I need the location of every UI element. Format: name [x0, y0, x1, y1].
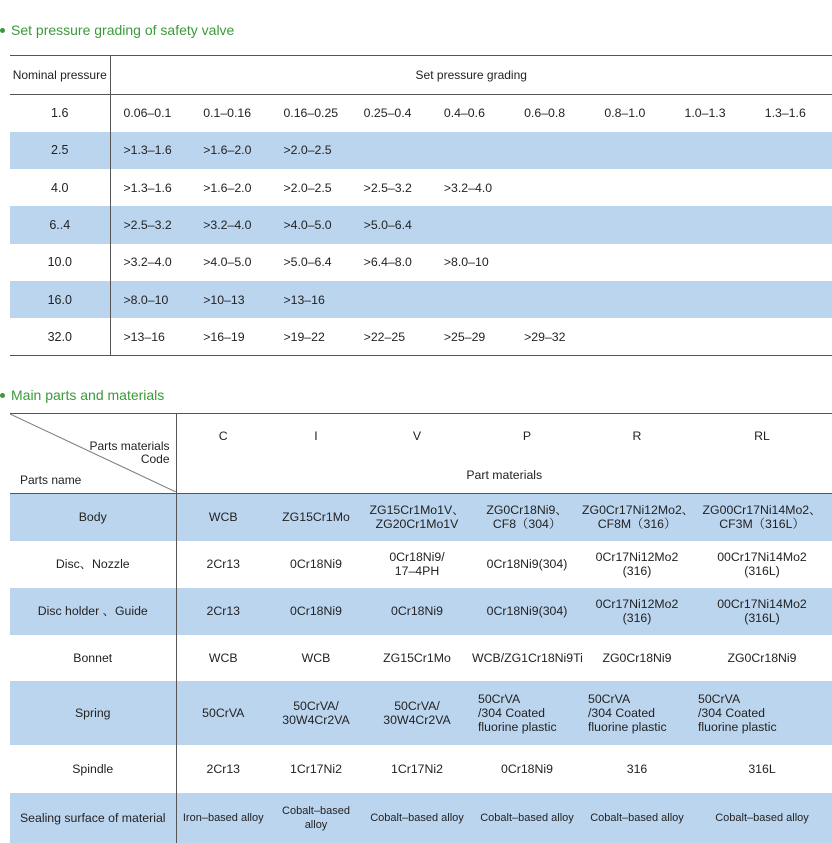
corner-top-line-1: Parts materials [89, 439, 170, 453]
material-cell [362, 745, 472, 793]
material-line: Cobalt–based alloy [370, 811, 464, 824]
material-cell [362, 588, 472, 635]
nominal-pressure-cell: 2.5 [10, 132, 110, 169]
material-line: 0Cr17Ni12Mo2 [595, 597, 679, 611]
material-cell [582, 635, 692, 681]
code-cell: C [218, 428, 228, 443]
grading-cell [431, 206, 511, 243]
material-line: 0Cr18Ni9 [391, 604, 443, 618]
header-corner-cell [10, 414, 176, 494]
material-cell [692, 745, 832, 793]
section-title-parts-materials [0, 387, 164, 403]
nominal-pressure-cell: 16.0 [10, 281, 110, 318]
grading-cell [752, 318, 832, 355]
material-cell [176, 494, 270, 541]
material-cell [692, 588, 832, 635]
nominal-pressure-cell: 4.0 [10, 169, 110, 206]
bullet-icon [0, 393, 5, 398]
material-cell [582, 681, 692, 745]
material-cell [362, 494, 472, 541]
corner-bottom-label: Parts name [20, 473, 82, 487]
nominal-pressure-cell: 1.6 [10, 95, 110, 132]
grading-cell [672, 281, 752, 318]
grading-cell: >13–16 [110, 318, 190, 355]
part-name-cell: Bonnet [10, 635, 176, 681]
grading-cell: 1.3–1.6 [764, 106, 806, 121]
grading-cell [591, 281, 671, 318]
grading-cell [591, 318, 671, 355]
grading-cell [752, 132, 832, 169]
material-line: 50CrVA [588, 691, 631, 706]
material-cell [362, 793, 472, 843]
material-cell [176, 681, 270, 745]
part-name-cell: Spring [10, 681, 176, 745]
header-set-pressure-grading: Set pressure grading [110, 56, 832, 95]
grading-cell: >4.0–5.0 [270, 206, 350, 243]
material-line: ZG15Cr1Mo [282, 510, 350, 525]
grading-cell: >8.0–10 [110, 281, 190, 318]
grading-cell: 0.4–0.6 [443, 106, 485, 121]
nominal-pressure-cell: 6..4 [10, 206, 110, 243]
material-cell [692, 494, 832, 541]
material-line: 316L [748, 761, 776, 776]
grading-cell: 0.8–1.0 [604, 106, 646, 121]
material-line: 0Cr18Ni9(304) [486, 557, 568, 571]
material-cell [176, 793, 270, 843]
material-cell [692, 541, 832, 588]
grading-cell: 1.0–1.3 [684, 106, 726, 121]
grading-cell [431, 132, 511, 169]
material-line: 0Cr18Ni9 [290, 557, 342, 571]
grading-cell: >2.0–2.5 [270, 132, 350, 169]
material-line: CF8（304） [492, 517, 562, 532]
grading-cell: >3.2–4.0 [190, 206, 270, 243]
material-cell [692, 681, 832, 745]
material-line: 17–4PH [394, 564, 440, 578]
code-cell: RL [754, 428, 770, 443]
material-line: 1Cr17Ni2 [290, 761, 342, 776]
material-line: WCB/ZG1Cr18Ni9Ti [472, 650, 583, 665]
material-line: 30W4Cr2VA [383, 712, 451, 727]
material-line: CF8M（316） [597, 517, 677, 532]
material-line: 316 [626, 761, 648, 776]
grading-cell: >2.5–3.2 [363, 180, 412, 195]
grading-cell: >2.0–2.5 [283, 180, 332, 195]
grading-cell [351, 281, 431, 318]
code-cell: V [412, 428, 422, 443]
grading-cell: >13–16 [270, 281, 350, 318]
material-cell [582, 793, 692, 843]
table-row [10, 169, 832, 206]
material-line: ZG0Cr18Ni9 [602, 650, 672, 665]
grading-cell [431, 281, 511, 318]
table-row [10, 494, 832, 541]
material-cell [176, 745, 270, 793]
material-line: /304 Coated [698, 705, 766, 720]
material-line: Cobalt–based alloy [480, 811, 574, 824]
grading-cell: >5.0–6.4 [283, 255, 332, 270]
material-line: WCB [301, 650, 331, 665]
material-line: 2Cr13 [206, 557, 240, 571]
material-line: 0Cr18Ni9 [290, 604, 342, 618]
material-cell [472, 681, 582, 745]
material-cell [270, 635, 362, 681]
table-row [10, 318, 832, 355]
table-row [10, 206, 832, 243]
material-line: (316) [622, 611, 652, 625]
grading-cell [752, 169, 832, 206]
grading-cell: >16–19 [190, 318, 270, 355]
material-cell [362, 635, 472, 681]
material-line: ZG00Cr17Ni14Mo2、 [702, 503, 822, 518]
material-line: 00Cr17Ni14Mo2 [717, 597, 807, 611]
table-row [10, 95, 832, 132]
material-line: CF3M（316L） [719, 517, 805, 532]
material-line: Cobalt–based alloy [282, 804, 350, 831]
material-line: 00Cr17Ni14Mo2 [717, 550, 807, 564]
material-line: 0Cr18Ni9 [501, 761, 553, 776]
grading-cell: >2.5–3.2 [110, 206, 190, 243]
material-cell [472, 541, 582, 588]
material-cell [362, 541, 472, 588]
material-cell [270, 793, 362, 843]
material-cell [176, 588, 270, 635]
grading-cell [511, 281, 591, 318]
table-row [10, 244, 832, 281]
grading-cell: >29–32 [511, 318, 591, 355]
bullet-icon [0, 28, 5, 33]
material-cell [176, 541, 270, 588]
material-line: ZG15Cr1Mo1V、 [369, 503, 465, 518]
table-row [10, 132, 832, 169]
section-title-text: Main parts and materials [11, 387, 165, 403]
material-cell [472, 588, 582, 635]
table-row [10, 793, 832, 843]
grading-cell: >1.3–1.6 [110, 132, 190, 169]
grading-cell [672, 169, 752, 206]
table-row [10, 745, 832, 793]
material-line: Iron–based alloy [182, 811, 264, 824]
grading-cell [672, 318, 752, 355]
material-line: fluorine plastic [698, 719, 777, 734]
material-line: 0Cr18Ni9(304) [486, 604, 568, 618]
material-line: 50CrVA/ [394, 698, 440, 713]
code-cell: P [522, 428, 532, 443]
parts-materials-table [10, 413, 832, 843]
material-cell [692, 793, 832, 843]
material-line: ZG20Cr1Mo1V [375, 517, 459, 532]
material-line: fluorine plastic [478, 719, 557, 734]
material-cell [270, 681, 362, 745]
grading-cell [752, 244, 832, 281]
grading-cell [591, 206, 671, 243]
grading-cell: >4.0–5.0 [203, 255, 252, 270]
table-header-row [10, 56, 832, 95]
material-line: 50CrVA [202, 705, 245, 720]
material-line: WCB [208, 510, 238, 525]
grading-cell [591, 244, 671, 281]
material-line: /304 Coated [478, 705, 546, 720]
corner-top-line-2: Code [140, 452, 170, 466]
grading-cell [511, 132, 591, 169]
material-line: (316L) [744, 611, 780, 625]
code-row [10, 414, 832, 458]
grading-cell [511, 169, 591, 206]
material-cell [270, 588, 362, 635]
grading-cell [511, 244, 591, 281]
material-line: 50CrVA [698, 691, 741, 706]
material-cell [472, 793, 582, 843]
grading-cell [591, 132, 671, 169]
material-line: Cobalt–based alloy [590, 811, 684, 824]
material-line: ZG0Cr18Ni9、 [486, 503, 568, 518]
grading-cell: >1.6–2.0 [203, 180, 252, 195]
part-name-cell: Spindle [10, 745, 176, 793]
part-name-cell: Body [10, 494, 176, 541]
material-line: ZG15Cr1Mo [383, 650, 451, 665]
material-line: 30W4Cr2VA [282, 712, 350, 727]
grading-cell: >19–22 [270, 318, 350, 355]
material-cell [270, 541, 362, 588]
grading-cell: >5.0–6.4 [351, 206, 431, 243]
material-cell [270, 745, 362, 793]
grading-cell: >1.3–1.6 [123, 180, 172, 195]
material-cell [270, 494, 362, 541]
grading-cell [591, 169, 671, 206]
grading-cell: >25–29 [431, 318, 511, 355]
material-line: WCB [208, 650, 238, 665]
material-cell [582, 494, 695, 541]
material-cell [582, 745, 692, 793]
nominal-pressure-cell: 32.0 [10, 318, 110, 355]
grading-cell [752, 206, 832, 243]
table-row [10, 635, 832, 681]
grading-cell: >10–13 [190, 281, 270, 318]
part-name-cell: Sealing surface of material [10, 793, 176, 843]
material-cell [472, 745, 582, 793]
material-cell [362, 681, 472, 745]
material-line: ZG0Cr18Ni9 [727, 650, 797, 665]
grading-cell: >1.6–2.0 [190, 132, 270, 169]
material-cell [582, 588, 692, 635]
material-line: fluorine plastic [588, 719, 667, 734]
material-line: ZG0Cr17Ni12Mo2、 [582, 503, 695, 518]
header-nominal-pressure: Nominal pressure [10, 56, 110, 95]
code-cell: R [632, 428, 642, 443]
grading-cell: >3.2–4.0 [443, 180, 493, 195]
grading-cell [672, 244, 752, 281]
table-row [10, 681, 832, 745]
grading-cell [351, 132, 431, 169]
material-line: Cobalt–based alloy [715, 811, 809, 824]
material-cell [472, 635, 582, 681]
grading-cell: 0.06–0.1 [123, 106, 172, 121]
nominal-pressure-cell: 10.0 [10, 244, 110, 281]
corner-top-label [89, 440, 169, 466]
material-line: 50CrVA [478, 691, 521, 706]
table-row [10, 588, 832, 635]
grading-cell: 0.16–0.25 [283, 106, 339, 121]
grading-cell: >22–25 [351, 318, 431, 355]
material-line: 0Cr18Ni9/ [389, 550, 445, 564]
grading-cell [511, 206, 591, 243]
grading-cell: >8.0–10 [443, 255, 489, 270]
section-title-pressure-grading [0, 22, 234, 38]
material-line: 2Cr13 [206, 761, 240, 776]
table-row [10, 541, 832, 588]
material-cell [692, 635, 832, 681]
table-row [10, 281, 832, 318]
material-line: /304 Coated [588, 705, 656, 720]
material-line: 50CrVA/ [293, 698, 339, 713]
section-title-text: Set pressure grading of safety valve [11, 22, 235, 38]
material-line: 1Cr17Ni2 [391, 761, 443, 776]
part-name-cell: Disc、Nozzle [10, 541, 176, 588]
material-cell [472, 494, 582, 541]
material-line: (316L) [744, 564, 780, 578]
grading-cell [752, 281, 832, 318]
material-line: 2Cr13 [206, 604, 240, 618]
grading-cell [672, 132, 752, 169]
material-line: 0Cr17Ni12Mo2 [595, 550, 679, 564]
grading-cell: >6.4–8.0 [363, 255, 412, 270]
code-cell: I [314, 428, 318, 443]
pressure-grading-table [10, 55, 832, 356]
grading-cell: 0.6–0.8 [524, 106, 566, 121]
part-name-cell: Disc holder 、Guide [10, 588, 176, 635]
material-cell [176, 635, 270, 681]
grading-cell: 0.1–0.16 [203, 106, 252, 121]
material-line: (316) [622, 564, 652, 578]
grading-cell [672, 206, 752, 243]
grading-cell: >3.2–4.0 [123, 255, 172, 270]
grading-cell: 0.25–0.4 [363, 106, 412, 121]
material-cell [582, 541, 692, 588]
part-materials-label: Part materials [176, 458, 832, 494]
